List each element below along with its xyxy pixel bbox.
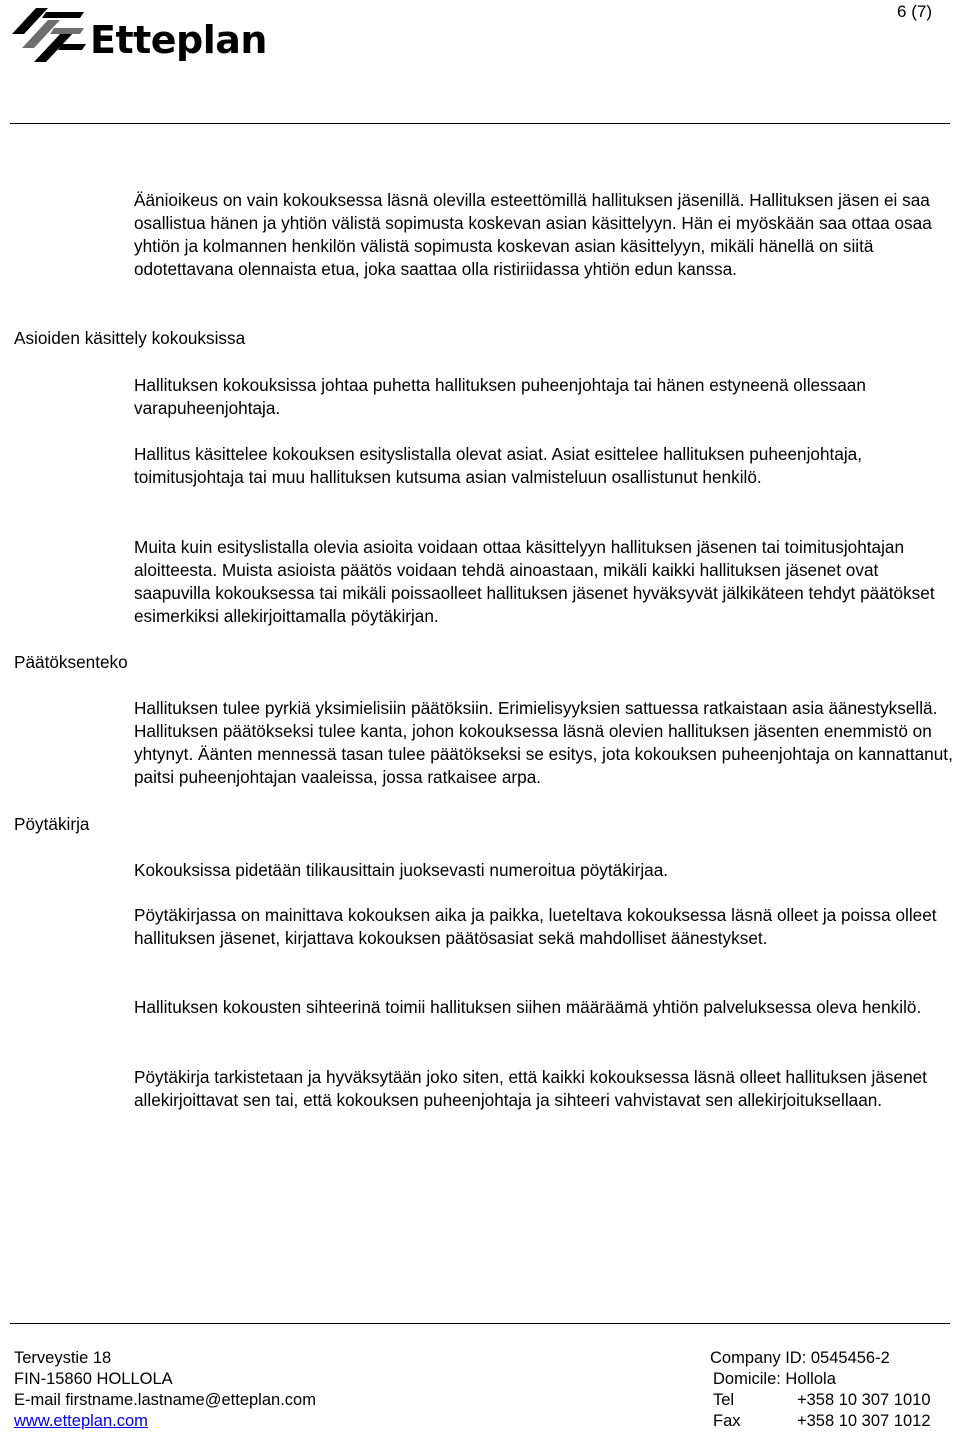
body-paragraph: Kokouksissa pidetään tilikausittain juoksevasti numeroitua pöytäkirjaa. — [134, 860, 669, 880]
header-divider — [10, 123, 950, 124]
footer-email: E-mail firstname.lastname@etteplan.com — [14, 1391, 316, 1409]
footer-fax-label: Fax — [713, 1412, 741, 1430]
footer-domicile: Domicile: Hollola — [713, 1370, 836, 1388]
body-paragraph: Hallituksen kokousten sihteerinä toimii hallituksen siihen määräämä yhtiön palveluksessa oleva henkilö. — [134, 997, 922, 1017]
footer-address-street: Terveystie 18 — [14, 1349, 112, 1367]
section-heading-paatoksenteko: Päätöksenteko — [14, 652, 128, 672]
logo-wordmark: Etteplan — [90, 18, 267, 62]
footer-tel-label: Tel — [713, 1391, 735, 1409]
footer-company-id: Company ID: 0545456-2 — [710, 1349, 890, 1367]
body-paragraph: Hallitus käsittelee kokouksen esityslistalla olevat asiat. Asiat esittelee hallituksen puheenjohtaja, toimitusjohtaja tai muu hallituksen kutsuma asian valmisteluun osallistunut henkilö. — [134, 444, 863, 487]
intro-paragraph: Äänioikeus on vain kokouksessa läsnä olevilla esteettömillä hallituksen jäsenillä. Hallituksen jäsen ei saa osallistua hänen ja yhtiön välistä sopimusta koskevan asian käsittelyyn. Hän ei myöskään saa ottaa osaa yhtiön ja kolmannen henkilön välistä sopimusta koskevan asian käsittelyyn, mikäli hänellä on siitä odotettavana olennaista etua, joka saattaa olla ristiriidassa yhtiön edun kanssa. — [134, 190, 932, 279]
etteplan-emblem-icon — [8, 4, 88, 66]
etteplan-logo — [8, 4, 283, 68]
footer-tel-number: +358 10 307 1010 — [797, 1391, 931, 1409]
body-paragraph: Hallituksen kokouksissa johtaa puhetta hallituksen puheenjohtaja tai hänen estyneenä ollessaan varapuheenjohtaja. — [134, 375, 866, 418]
body-paragraph: Hallituksen tulee pyrkiä yksimielisiin päätöksiin. Erimielisyyksien sattuessa ratkaistaan asia äänestyksellä. Hallituksen päätökseksi tulee kanta, johon kokouksessa läsnä olevien hallituksen jäsenten enemmistö on yhtynyt. Äänten mennessä tasan tulee päätökseksi se esitys, jota kokouksen puheenjohtaja on kannattanut, paitsi puheenjohtajan vaaleissa, jossa ratkaisee arpa. — [134, 698, 953, 787]
footer-fax-number: +358 10 307 1012 — [797, 1412, 931, 1430]
body-paragraph: Pöytäkirjassa on mainittava kokouksen aika ja paikka, lueteltava kokouksessa läsnä olleet ja poissa olleet hallituksen jäsenet, kirjattava kokouksen päätösasiat sekä mahdolliset äänestykset. — [134, 905, 937, 948]
page-number: 6 (7) — [897, 2, 932, 21]
footer-address-city: FIN-15860 HOLLOLA — [14, 1370, 173, 1388]
footer-divider — [10, 1323, 950, 1324]
footer-website-link[interactable]: www.etteplan.com — [14, 1412, 148, 1430]
section-heading-poytakirja: Pöytäkirja — [14, 814, 90, 834]
body-paragraph: Muita kuin esityslistalla olevia asioita voidaan ottaa käsittelyyn hallituksen jäsenen tai toimitusjohtajan aloitteesta. Muista asioista päätös voidaan tehdä ainoastaan, mikäli kaikki hallituksen jäsenet ovat saapuvilla kokouksessa tai mikäli poissaolleet hallituksen jäsenet hyväksyvät jälkikäteen tehdyt päätökset esimerkiksi allekirjoittamalla pöytäkirjan. — [134, 537, 935, 626]
body-paragraph: Pöytäkirja tarkistetaan ja hyväksytään joko siten, että kaikki kokouksessa läsnä olleet hallituksen jäsenet allekirjoittavat sen tai, että kokouksen puheenjohtaja ja sihteeri vahvistavat sen allekirjoituksellaan. — [134, 1067, 927, 1110]
section-heading-asioiden-kasittely: Asioiden käsittely kokouksissa — [14, 328, 246, 348]
